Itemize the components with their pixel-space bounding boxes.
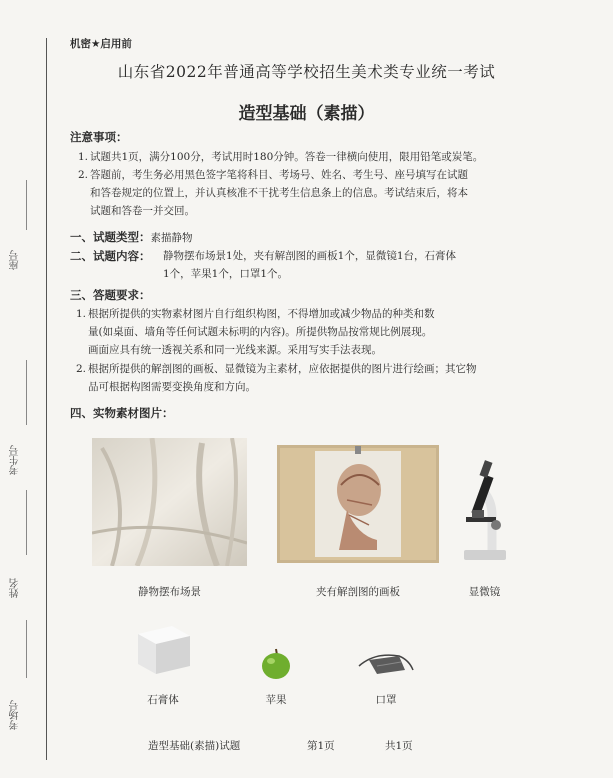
microscope-image <box>452 455 517 565</box>
req-line: 量(如桌面、墙角等任何试题未标明的内容)。所提供物品按常规比例展现。 <box>88 326 433 338</box>
notice-item-1 <box>78 148 540 166</box>
section-label: 二、试题内容： <box>70 249 151 263</box>
footer-page: 第1页 <box>307 740 335 752</box>
confidential-mark: 机密★启用前 <box>70 38 132 50</box>
caption-plaster: 石膏体 <box>147 694 179 706</box>
room-rule <box>26 620 27 678</box>
caption-cloth: 静物摆布场景 <box>138 586 201 598</box>
notice-num: 1. <box>78 151 89 163</box>
req-line: 品可根据构图需要变换角度和方向。 <box>88 381 256 393</box>
section-label: 一、试题类型： <box>70 230 151 244</box>
req-line: 画面应具有统一透视关系和同一光线来源。采用写实手法表现。 <box>88 344 382 356</box>
req-num: 2. <box>76 363 87 375</box>
req-num: 1. <box>76 308 87 320</box>
mask-image <box>355 648 417 678</box>
cloth-image <box>92 438 247 566</box>
caption-microscope: 显微镜 <box>468 586 501 598</box>
requirement-1 <box>76 305 543 359</box>
name-rule <box>26 490 27 555</box>
notice-num: 2. <box>78 169 89 181</box>
caption-apple: 苹果 <box>265 694 287 706</box>
section-value: 素描静物 <box>150 232 193 244</box>
requirement-2 <box>76 360 543 396</box>
subject-title: 造型基础（素描） <box>238 104 375 124</box>
notice-item-2 <box>78 166 540 220</box>
board-image <box>277 445 439 563</box>
caption-mask: 口罩 <box>375 694 397 706</box>
section-type <box>70 228 193 247</box>
footer-title: 造型基础(素描)试题 <box>148 740 241 752</box>
section-images <box>70 404 174 422</box>
footer-total: 共1页 <box>385 740 413 752</box>
section-line: 静物摆布场景1处，夹有解剖图的画板1个，显微镜1台，石膏体 <box>163 250 457 262</box>
section-line: 1个，苹果1个，口罩1个。 <box>163 268 289 280</box>
section-label: 三、答题要求： <box>70 288 151 302</box>
exam-no-label: 考生号 <box>10 445 21 475</box>
req-line: 根据所提供的解剖图的画板、显微镜为主素材，应依据提供的图片进行绘画；其它物 <box>88 363 477 375</box>
section-label: 四、实物素材图片： <box>70 406 174 420</box>
section-requirements <box>70 286 151 304</box>
plaster-image <box>132 622 194 676</box>
exam-title: 山东省2022年普通高等学校招生美术类专业统一考试 <box>117 63 496 81</box>
notice-line: 试题共1页，满分100分，考试用时180分钟。答卷一律横向使用，限用铅笔或炭笔。 <box>90 151 484 163</box>
req-line: 根据所提供的实物素材图片自行组织构图，不得增加或减少物品的种类和数 <box>88 308 435 320</box>
seat-rule <box>26 180 27 230</box>
name-label: 姓名 <box>10 578 21 598</box>
notice-line: 答题前，考生务必用黑色签字笔将科目、考场号、姓名、考生号、座号填写在试题 <box>90 169 468 181</box>
exam-no-rule <box>26 360 27 425</box>
binding-line <box>46 38 47 760</box>
apple-image <box>258 645 294 681</box>
notice-line: 试题和答卷一并交回。 <box>90 205 195 217</box>
room-label: 考场号 <box>10 700 21 730</box>
section-content-text <box>163 247 533 283</box>
notice-heading: 注意事项： <box>70 130 128 144</box>
section-content <box>70 247 151 265</box>
caption-board: 夹有解剖图的画板 <box>316 586 400 598</box>
seat-label: 座号 <box>10 250 21 270</box>
notice-line: 和答卷规定的位置上，并认真核准不干扰考生信息条上的信息。考试结束后，将本 <box>90 187 468 199</box>
